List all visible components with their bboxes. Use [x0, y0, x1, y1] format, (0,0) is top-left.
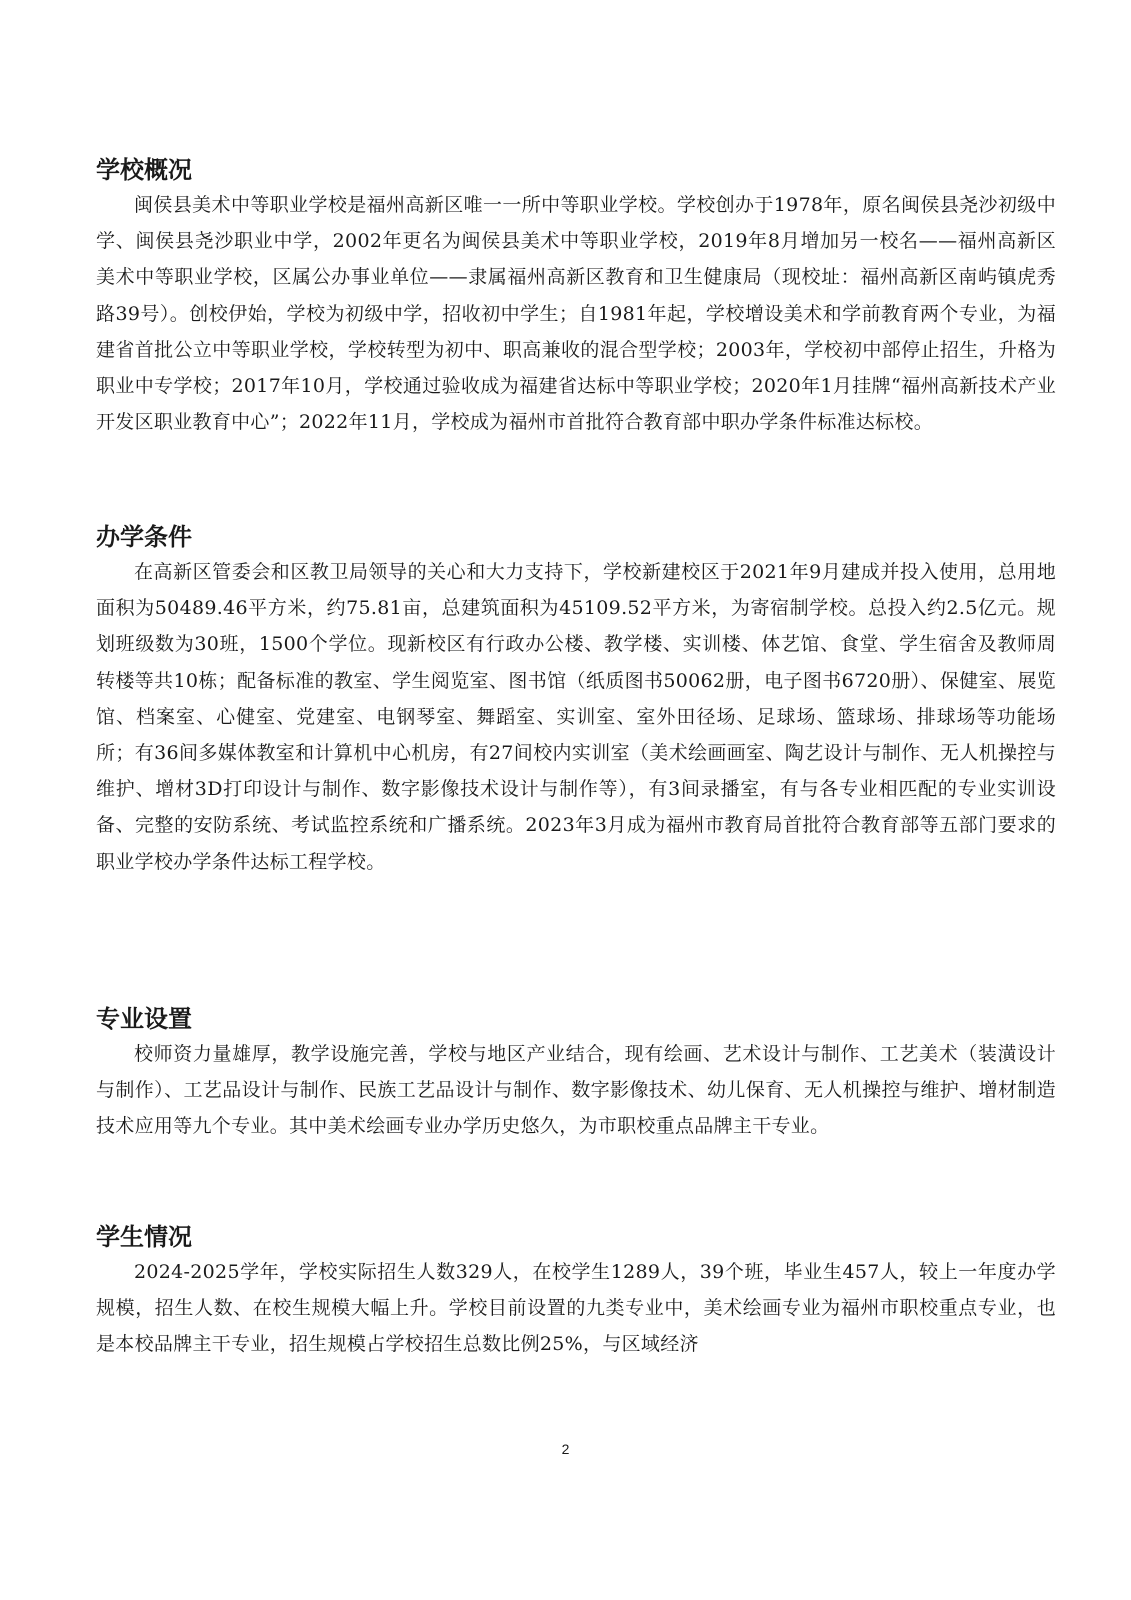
section-heading: 学生情况: [96, 1223, 192, 1251]
section-school-conditions: [96, 520, 1056, 880]
section-heading: 办学条件: [96, 523, 192, 551]
section-paragraph: 在高新区管委会和区教卫局领导的关心和大力支持下，学校新建校区于2021年9月建成并投入使用，总用地面积为50489.46平方米，约75.81亩，总建筑面积为45109.52平方米，为寄宿制学校。总投入约2.5亿元。规划班级数为30班，1500个学位。现新校区有行政办公楼、教学楼、实训楼、体艺馆、食堂、学生宿舍及教师周转楼等共10栋；配备标准的教室、学生阅览室、图书馆（纸质图书50062册，电子图书6720册）、保健室、展览馆、档案室、心健室、党建室、电钢琴室、舞蹈室、实训室、室外田径场、足球场、篮球场、排球场等功能场所；有36间多媒体教室和计算机中心机房，有27间校内实训室（美术绘画画室、陶艺设计与制作、无人机操控与维护、增材3D打印设计与制作、数字影像技术设计与制作等），有3间录播室，有与各专业相匹配的专业实训设备、完整的安防系统、考试监控系统和广播系统。2023年3月成为福州市教育局首批符合教育部等五部门要求的职业学校办学条件达标工程学校。: [96, 561, 1056, 873]
section-paragraph: 校师资力量雄厚，教学设施完善，学校与地区产业结合，现有绘画、艺术设计与制作、工艺美术（装潢设计与制作）、工艺品设计与制作、民族工艺品设计与制作、数字影像技术、幼儿保育、无人机操控与维护、增材制造技术应用等九个专业。其中美术绘画专业办学历史悠久，为市职校重点品牌主干专业。: [96, 1043, 1056, 1138]
section-students: [96, 1220, 1056, 1363]
section-school-overview: [96, 153, 1056, 440]
section-heading: 学校概况: [96, 156, 192, 184]
section-paragraph: 2024-2025学年，学校实际招生人数329人，在校学生1289人，39个班，毕业生457人，较上一年度办学规模，招生人数、在校生规模大幅上升。学校目前设置的九类专业中，美术绘画专业为福州市职校重点专业，也是本校品牌主干专业，招生规模占学校招生总数比例25%，与区域经济: [96, 1261, 1056, 1356]
section-heading: 专业设置: [96, 1005, 192, 1033]
page-number: 2: [561, 1441, 570, 1457]
section-paragraph: 闽侯县美术中等职业学校是福州高新区唯一一所中等职业学校。学校创办于1978年，原名闽侯县尧沙初级中学、闽侯县尧沙职业中学，2002年更名为闽侯县美术中等职业学校，2019年8月增加另一校名——福州高新区美术中等职业学校，区属公办事业单位——隶属福州高新区教育和卫生健康局（现校址：福州高新区南屿镇虎秀路39号）。创校伊始，学校为初级中学，招收初中学生；自1981年起，学校增设美术和学前教育两个专业，为福建省首批公立中等职业学校，学校转型为初中、职高兼收的混合型学校；2003年，学校初中部停止招生，升格为职业中专学校；2017年10月，学校通过验收成为福建省达标中等职业学校；2020年1月挂牌“福州高新技术产业开发区职业教育中心”；2022年11月，学校成为福州市首批符合教育部中职办学条件标准达标校。: [96, 194, 1056, 434]
section-majors: [96, 1002, 1056, 1145]
